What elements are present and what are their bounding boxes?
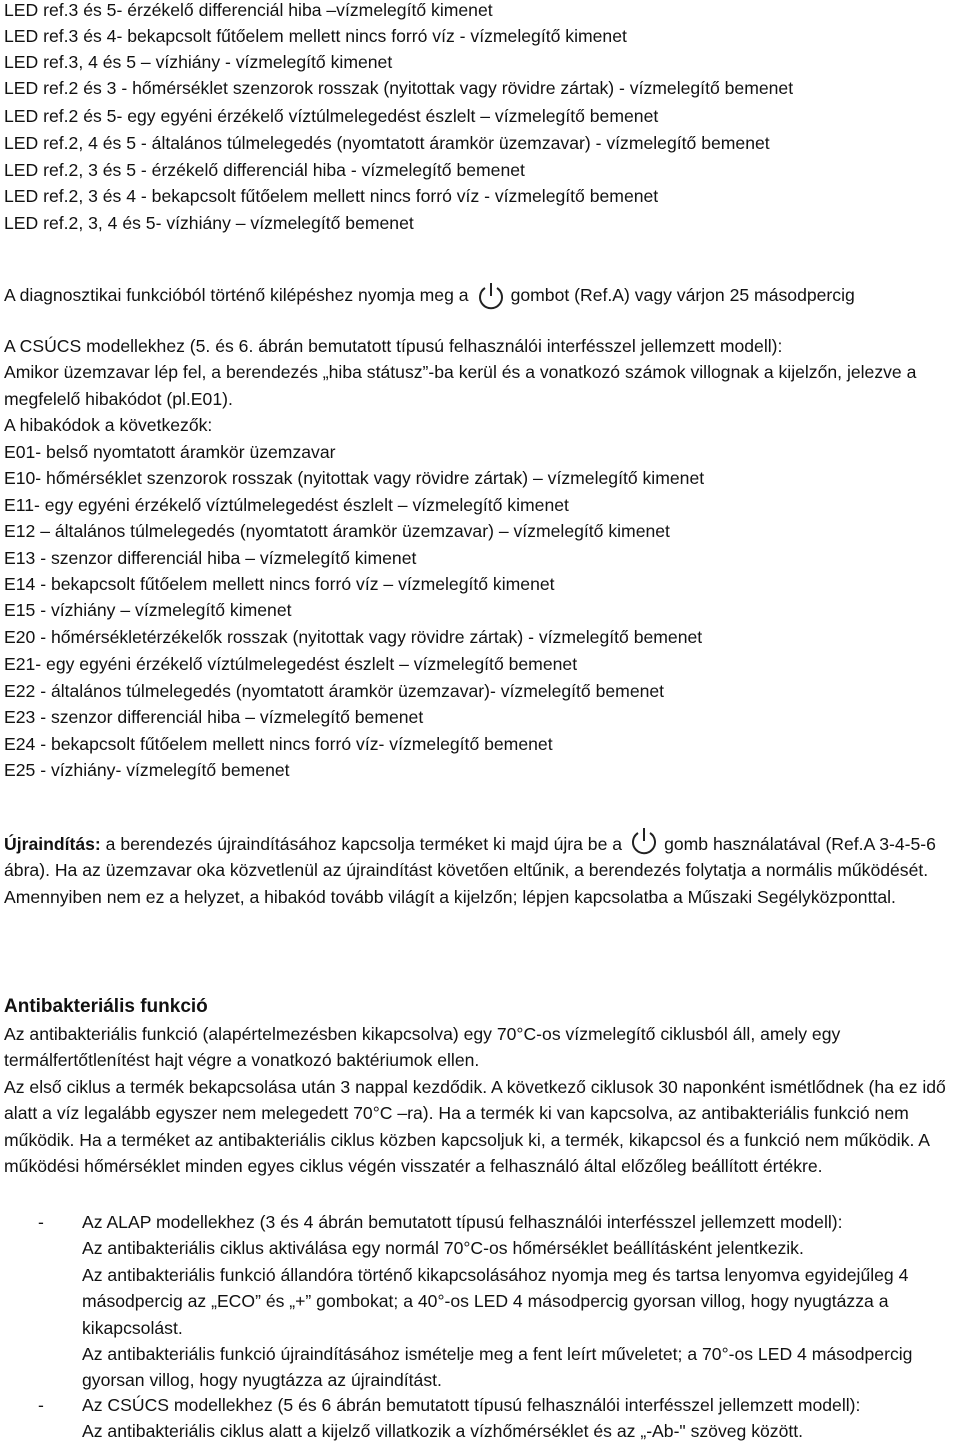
bullet-line: Az CSÚCS modellekhez (5 és 6 ábrán bemutatott típusú felhasználói interfésszel jellemzett modell): <box>82 1395 861 1415</box>
led-line: LED ref.2 és 3 - hőmérséklet szenzorok rosszak (nyitottak vagy rövidre zártak) - vízmelegítő bemenet <box>4 78 794 98</box>
bullet-line: Az antibakteriális ciklus aktiválása egy normál 70°C-os hőmérséklet beállításként jelentkezik. <box>82 1238 804 1259</box>
csucs-block <box>4 333 956 439</box>
error-code-item: E13 - szenzor differenciál hiba – vízmelegítő kimenet <box>4 548 417 568</box>
error-code-item: E20 - hőmérsékletérzékelők rosszak (nyitottak vagy rövidre zártak) - vízmelegítő bemenet <box>4 627 703 647</box>
bullet-line: Az antibakteriális funkció újraindításához ismételje meg a fent leírt műveletet; a 70°-os LED 4 másodpercig gyorsan villog, hogy nyugtázza az újraindítást. <box>82 1344 913 1391</box>
error-codes-heading: A hibakódok a következők: <box>4 415 213 436</box>
error-code-item: E25 - vízhiány- vízmelegítő bemenet <box>4 760 290 780</box>
antibacterial-paragraph: Az első ciklus a termék bekapcsolása után 3 nappal kezdődik. A következő ciklusok 30 naponként ismétlődnek (ha ez idő alatt a víz legalább egyszer nem melegedett 70°C –ra). Ha a termék ki van kapcsolva, az antibakteriális funkció nem működik. Ha a terméket az antibakteriális ciklus közben kapcsoljuk ki, a termék, kikapcsol és a funkció nem működik. A működési hőmérséklet minden egyes ciklus végén visszatér a felhasználó által előzőleg beállított értékre. <box>4 1076 946 1177</box>
power-icon <box>628 826 660 856</box>
antibacterial-heading: Antibakteriális funkció <box>4 996 208 1017</box>
bullet-line: Az antibakteriális ciklus alatt a kijelző villatkozik a vízhőmérséklet és az „-Ab-" szöveg között. <box>82 1421 804 1442</box>
error-code-item: E10- hőmérséklet szenzorok rosszak (nyitottak vagy rövidre zártak) – vízmelegítő kimenet <box>4 468 705 488</box>
error-code-item: E15 - vízhiány – vízmelegítő kimenet <box>4 600 292 620</box>
restart-label: Újraindítás: <box>4 834 101 854</box>
csucs-intro: A CSÚCS modellekhez (5. és 6. ábrán bemutatott típusú felhasználói interfésszel jellemzett modell): <box>4 336 783 356</box>
error-code-item: E11- egy egyéni érzékelő víztúlmelegedést észlelt – vízmelegítő kimenet <box>4 495 569 515</box>
restart-paragraph <box>4 826 956 910</box>
antibacterial-text <box>4 1021 956 1179</box>
error-code-item: E01- belső nyomtatott áramkör üzemzavar <box>4 442 336 462</box>
led-line: LED ref.2, 3, 4 és 5- vízhiány – vízmelegítő bemenet <box>4 213 414 233</box>
restart-text-before: a berendezés újraindításához kapcsolja terméket ki majd újra be a <box>100 834 623 854</box>
bullet-dash: - <box>38 1395 44 1415</box>
led-line: LED ref.3 és 5- érzékelő differenciál hiba –vízmelegítő kimenet <box>4 0 493 20</box>
csucs-description: Amikor üzemzavar lép fel, a berendezés „hiba státusz”-ba kerül és a vonatkozó számok villognak a kijelzőn, jelezve a megfelelő hibakódot (pl.E01). <box>4 362 917 409</box>
led-line: LED ref.2, 3 és 5 - érzékelő differenciál hiba - vízmelegítő bemenet <box>4 160 525 180</box>
error-code-item: E22 - általános túlmelegedés (nyomtatott áramkör üzemzavar)- vízmelegítő bemenet <box>4 681 665 701</box>
error-code-item: E23 - szenzor differenciál hiba – vízmelegítő bemenet <box>4 707 424 727</box>
restart-text-after: gomb használatával (Ref.A 3-4-5-6 ábra). Ha az üzemzavar oka közvetlenül az újraindítást követően eltűnik, a berendezés folytatja a normális működését. Amennyiben nem ez a helyzet, a hibakód tovább világít a kijelzőn; lépjen kapcsolatba a Műszaki Segélyközponttal. <box>4 834 936 907</box>
error-code-item: E24 - bekapcsolt fűtőelem mellett nincs forró víz- vízmelegítő bemenet <box>4 734 553 754</box>
bullet-line: Az antibakteriális funkció állandóra történő kikapcsolásához nyomja meg és tartsa lenyomva egyidejűleg 4 másodpercig az „ECO” és „+” gombokat; a 40°-os LED 4 másodpercig gyorsan villog, hogy nyugtázza a kikapcsolást. <box>82 1264 909 1338</box>
led-line: LED ref.3 és 4- bekapcsolt fűtőelem mellett nincs forró víz - vízmelegítő kimenet <box>4 26 627 46</box>
exit-text-before: A diagnosztikai funkcióból történő kilépéshez nyomja meg a <box>4 285 469 305</box>
error-code-item: E12 – általános túlmelegedés (nyomtatott áramkör üzemzavar) – vízmelegítő kimenet <box>4 521 670 541</box>
exit-diagnostics-line <box>4 280 855 311</box>
error-code-item: E14 - bekapcsolt fűtőelem mellett nincs forró víz – vízmelegítő kimenet <box>4 574 555 594</box>
error-code-item: E21- egy egyéni érzékelő víztúlmelegedést észlelt – vízmelegítő bemenet <box>4 654 578 674</box>
led-line: LED ref.3, 4 és 5 – vízhiány - vízmelegítő kimenet <box>4 52 393 72</box>
led-line: LED ref.2 és 5- egy egyéni érzékelő víztúlmelegedést észlelt – vízmelegítő bemenet <box>4 106 659 126</box>
led-line: LED ref.2, 4 és 5 - általános túlmelegedés (nyomtatott áramkör üzemzavar) - vízmelegítő bemenet <box>4 133 770 153</box>
power-icon <box>475 281 507 311</box>
bullet-dash: - <box>38 1212 44 1232</box>
exit-text-after: gombot (Ref.A) vagy várjon 25 másodpercig <box>510 285 855 305</box>
antibacterial-paragraph: Az antibakteriális funkció (alapértelmezésben kikapcsolva) egy 70°C-os vízmelegítő ciklusból áll, amely egy termálfertőtlenítést hajt végre a vonatkozó baktériumok ellen. <box>4 1024 841 1071</box>
led-line: LED ref.2, 3 és 4 - bekapcsolt fűtőelem mellett nincs forró víz - vízmelegítő bemenet <box>4 186 659 206</box>
bullet-line: Az ALAP modellekhez (3 és 4 ábrán bemutatott típusú felhasználói interfésszel jellemzett modell): <box>82 1212 843 1232</box>
